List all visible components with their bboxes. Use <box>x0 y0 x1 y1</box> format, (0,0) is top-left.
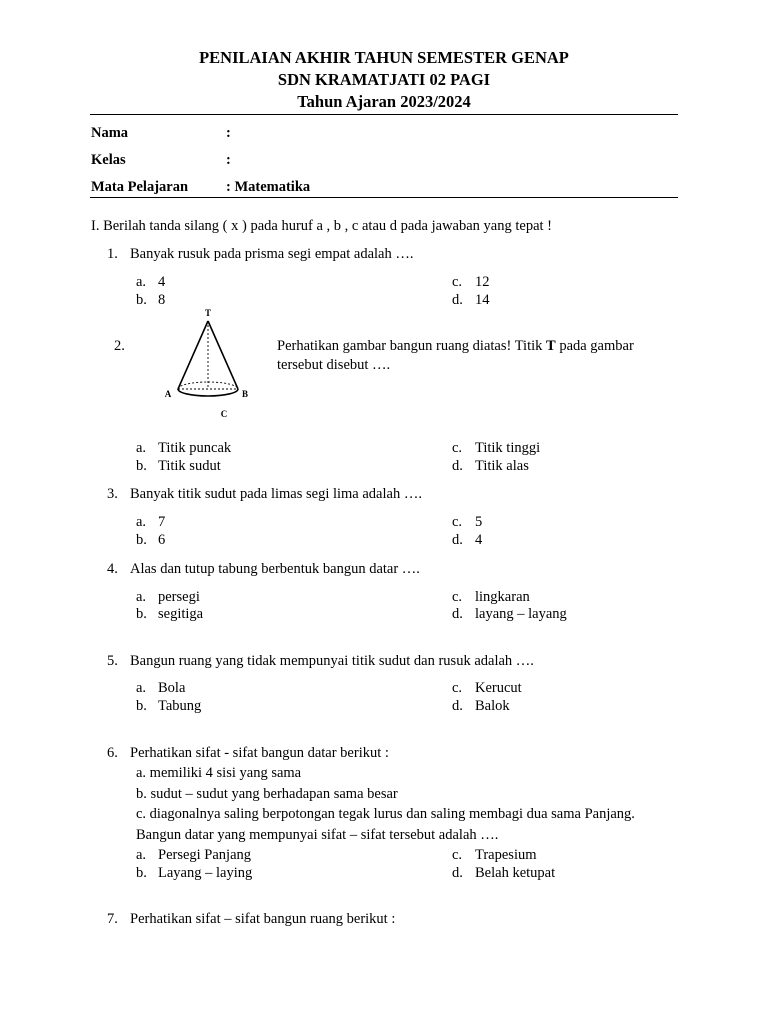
q5-number: 5. <box>107 653 118 669</box>
q6-option-c: Trapesium <box>475 847 537 863</box>
q1-option-a: 4 <box>158 274 166 290</box>
q4-option-a-letter: a. <box>136 589 147 605</box>
q2-option-d-letter: d. <box>452 458 463 474</box>
q2-text-pre: Perhatikan gambar bangun ruang diatas! Titik <box>277 338 547 354</box>
q3-option-b-letter: b. <box>136 532 147 548</box>
cone-right-edge <box>208 321 238 389</box>
q3-option-c: 5 <box>475 514 483 530</box>
q3-option-c-letter: c. <box>452 514 463 530</box>
nama-colon: : <box>226 125 231 141</box>
q2-option-d: Titik alas <box>475 458 529 474</box>
q4-option-d: layang – layang <box>475 606 567 622</box>
q3-option-d: 4 <box>475 532 483 548</box>
q1-option-c: 12 <box>475 274 490 290</box>
header-school: SDN KRAMATJATI 02 PAGI <box>277 70 491 89</box>
q6-option-a: Persegi Panjang <box>158 847 252 863</box>
q4-option-b: segitiga <box>158 606 204 622</box>
q6-option-b-letter: b. <box>136 865 147 881</box>
nama-label: Nama <box>91 125 129 141</box>
q6-question: Bangun datar yang mempunyai sifat – sifat tersebut adalah …. <box>136 827 499 843</box>
q2-option-b-letter: b. <box>136 458 147 474</box>
q6-option-a-letter: a. <box>136 847 147 863</box>
q4-option-c-letter: c. <box>452 589 463 605</box>
q1-text: Banyak rusuk pada prisma segi empat adalah …. <box>130 246 414 262</box>
q5-option-c: Kerucut <box>475 680 522 696</box>
q4-number: 4. <box>107 561 118 577</box>
q6-number: 6. <box>107 745 118 761</box>
q6-property-a: a. memiliki 4 sisi yang sama <box>136 765 302 781</box>
header-year: Tahun Ajaran 2023/2024 <box>297 92 471 111</box>
header-title: PENILAIAN AKHIR TAHUN SEMESTER GENAP <box>199 48 569 67</box>
q6-option-d-letter: d. <box>452 865 463 881</box>
q3-option-b: 6 <box>158 532 166 548</box>
kelas-colon: : <box>226 152 231 168</box>
q5-text: Bangun ruang yang tidak mempunyai titik sudut dan rusuk adalah …. <box>130 653 534 669</box>
q5-option-a: Bola <box>158 680 186 696</box>
q1-option-b: 8 <box>158 292 166 308</box>
q4-option-c: lingkaran <box>475 589 530 605</box>
header-divider <box>90 114 678 115</box>
q2-option-c: Titik tinggi <box>475 440 541 456</box>
q6-option-d: Belah ketupat <box>475 865 556 881</box>
cone-figure <box>160 306 260 424</box>
q5-option-a-letter: a. <box>136 680 147 696</box>
q2-option-b: Titik sudut <box>158 458 221 474</box>
q1-option-d-letter: d. <box>452 292 463 308</box>
q6-property-c: c. diagonalnya saling berpotongan tegak lurus dan saling membagi dua sama Panjang. <box>136 806 635 822</box>
cone-label-bottom: C <box>220 409 228 419</box>
q5-option-c-letter: c. <box>452 680 463 696</box>
q2-text-line2: tersebut disebut …. <box>277 357 391 373</box>
q1-option-a-letter: a. <box>136 274 147 290</box>
q3-option-a: 7 <box>158 514 166 530</box>
q3-text: Banyak titik sudut pada limas segi lima adalah …. <box>130 486 422 502</box>
mapel-label: Mata Pelajaran <box>91 179 189 195</box>
mapel-value: : Matematika <box>226 179 311 195</box>
q3-option-d-letter: d. <box>452 532 463 548</box>
q6-property-b: b. sudut – sudut yang berhadapan sama besar <box>136 786 398 802</box>
q5-option-b-letter: b. <box>136 698 147 714</box>
instruction: I. Berilah tanda silang ( x ) pada huruf a , b , c atau d pada jawaban yang tepat ! <box>91 218 552 234</box>
q3-option-a-letter: a. <box>136 514 147 530</box>
cone-base-front <box>178 389 238 396</box>
q4-option-d-letter: d. <box>452 606 463 622</box>
cone-label-top: T <box>204 308 212 318</box>
q1-option-c-letter: c. <box>452 274 463 290</box>
q1-option-d: 14 <box>475 292 490 308</box>
identity-divider <box>90 197 678 198</box>
cone-label-left: A <box>164 389 172 399</box>
q2-text-bold: T <box>546 338 556 354</box>
cone-left-edge <box>178 321 208 389</box>
q2-number: 2. <box>114 338 125 354</box>
q6-option-c-letter: c. <box>452 847 463 863</box>
q2-option-c-letter: c. <box>452 440 463 456</box>
q5-option-d-letter: d. <box>452 698 463 714</box>
q2-text <box>277 338 634 355</box>
q5-option-d: Balok <box>475 698 510 714</box>
q1-number: 1. <box>107 246 118 262</box>
q2-text-post: pada gambar <box>555 338 634 354</box>
q2-option-a-letter: a. <box>136 440 147 456</box>
q5-option-b: Tabung <box>158 698 202 714</box>
q7-text: Perhatikan sifat – sifat bangun ruang berikut : <box>130 911 396 927</box>
q4-option-a: persegi <box>158 589 200 605</box>
q7-number: 7. <box>107 911 118 927</box>
q2-option-a: Titik puncak <box>158 440 232 456</box>
kelas-label: Kelas <box>91 152 126 168</box>
q4-text: Alas dan tutup tabung berbentuk bangun datar …. <box>130 561 420 577</box>
cone-label-right: B <box>241 389 249 399</box>
q6-text: Perhatikan sifat - sifat bangun datar berikut : <box>130 745 389 761</box>
q6-option-b: Layang – laying <box>158 865 253 881</box>
q4-option-b-letter: b. <box>136 606 147 622</box>
q1-option-b-letter: b. <box>136 292 147 308</box>
q3-number: 3. <box>107 486 118 502</box>
